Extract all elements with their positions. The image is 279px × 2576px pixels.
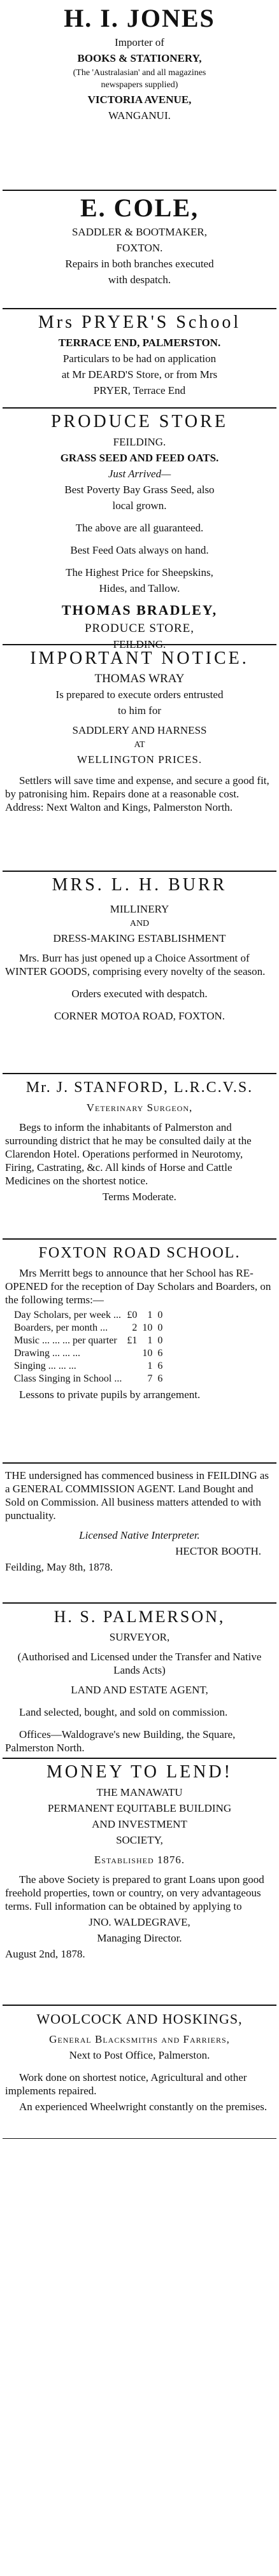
text-line: LAND AND ESTATE AGENT, [71,1684,208,1696]
text-line: The above are all guaranteed. [75,522,204,534]
text-line: GRASS SEED AND FEED OATS. [60,452,219,464]
rate-pounds [124,1347,140,1360]
text-line: Work done on shortest notice, Agricultural and other implements repaired. [5,2071,247,2097]
rate-pence: 0 [157,1322,163,1333]
rate-pence: 6 [157,1348,163,1359]
ad-title: WOOLCOCK AND HOSKINGS, [36,2011,243,2027]
text-line: CORNER MOTOA ROAD, FOXTON. [54,1010,225,1022]
ad-title: FOXTON ROAD SCHOOL. [38,1245,241,1261]
text-line: Offices—Waldograve's new Building, the Square, Palmerston North. [5,1728,236,1754]
text-line: VICTORIA AVENUE, [87,94,192,106]
body-text: THE undersigned has commenced business in FEILDING as a GENERAL COMMISSION AGENT. Land Bought and Sold on Commission. All business matters attended to with punctuality. [5,1469,269,1522]
rate-pence: 0 [157,1310,163,1320]
text-line: Established 1876. [94,1854,185,1866]
rate-pence: 6 [157,1373,163,1384]
ad-jones [0,4,279,125]
text-line: Managing Director. [97,1932,182,1944]
text-line: DRESS-MAKING ESTABLISHMENT [53,932,226,944]
advertiser-name: HECTOR BOOTH. [175,1545,261,1557]
rate-pounds: 2 [132,1322,138,1333]
text-line: PERMANENT EQUITABLE BUILDING [47,1802,232,1814]
divider [3,1602,276,1604]
text-line: PRYER, Terrace End [93,384,186,396]
text-line: local grown. [112,500,167,512]
body-text: Mrs. Burr has just opened up a Choice Assortment of WINTER GOODS, comprising every novelty of the season. [5,952,266,977]
text-line: Lessons to private pupils by arrangement. [19,1389,201,1401]
text-line: TERRACE END, PALMERSTON. [58,337,221,349]
divider [3,407,276,409]
text-line: Land selected, bought, and sold on commission. [19,1706,228,1718]
ad-pryer-school [0,312,279,400]
text-line: Feilding, May 8th, 1878. [5,1561,113,1573]
rates-table [11,1309,165,1385]
text-line: BOOKS & STATIONERY, [77,52,202,64]
rate-pounds: £1 [127,1335,138,1346]
ad-foxton-road-school [0,1242,279,1404]
text-line: Is prepared to execute orders entrusted [55,689,224,701]
text-line: WANGANUI. [108,109,171,122]
rate-pounds [124,1373,140,1385]
text-line: Veterinary Surgeon, [86,1102,193,1114]
text-line: SOCIETY, [116,1834,163,1846]
divider [3,2138,276,2139]
advertiser-name: THOMAS BRADLEY, [61,602,218,618]
divider [3,1238,276,1240]
rate-pence: 0 [157,1335,163,1346]
text-line: Just Arrived— [108,468,171,480]
text-line: FEILDING. [113,436,166,448]
rate-shillings: 7 [147,1373,153,1384]
ad-title: MONEY TO LEND! [46,1762,232,1782]
rate-pence: 6 [157,1361,163,1371]
body-text: Settlers will save time and expense, and secure a good fit, by patronising him. Repairs done at a reasonable cost. Address: Next Walton and Kings, Palmerston North. [5,774,269,813]
body-text: Mrs Merritt begs to announce that her School has RE-OPENED for the reception of Day Scholars and Boarders, on the following terms:— [5,1267,271,1306]
ad-burr-millinery [0,874,279,1025]
text-line: AT [134,740,145,750]
ad-important-notice [0,648,279,816]
text-line: newspapers supplied) [101,80,178,90]
ad-stanford-vet [0,1077,279,1206]
rate-shillings: 1 [147,1361,153,1371]
ad-palmerson-surveyor [0,1606,279,1757]
rate-pounds: £0 [127,1310,138,1320]
text-line: Hides, and Tallow. [99,582,180,594]
ad-title: IMPORTANT NOTICE. [30,648,249,668]
rate-item: Singing ... ... ... [14,1361,76,1371]
divider [3,644,276,645]
text-line: Terms Moderate. [103,1191,176,1203]
ad-money-to-lend [0,1761,279,1963]
advertiser-name: E. COLE, [80,193,199,222]
text-line: SADDLER & BOOTMAKER, [71,226,208,238]
rate-item: Day Scholars, per week ... [14,1310,121,1320]
text-line: at Mr DEARD'S Store, or from Mrs [61,368,218,381]
ad-produce-store [0,411,279,654]
ad-title: H. S. PALMERSON, [54,1607,225,1626]
text-line: The Highest Price for Sheepskins, [66,566,213,578]
text-line: SADDLERY AND HARNESS [72,724,207,736]
text-line: Importer of [115,36,164,48]
text-line: FEILDING. [113,638,166,650]
text-line: Next to Post Office, Palmerston. [69,2049,210,2061]
divider [3,1073,276,1074]
table-row [11,1322,165,1334]
rate-item: Class Singing in School ... [14,1373,122,1384]
divider [3,1758,276,1759]
body-text: The above Society is prepared to grant Loans upon good freehold properties, town or country, on very advantageous terms. Full information can be obtained by applying to [5,1873,264,1912]
ad-title: Mr. J. STANFORD, L.R.C.V.S. [25,1079,254,1096]
table-row [11,1373,165,1385]
rate-shillings: 10 [142,1348,153,1359]
ad-booth-commission-agent [0,1466,279,1576]
rate-shillings: 10 [142,1322,153,1333]
text-line: August 2nd, 1878. [5,1948,85,1960]
text-line: Repairs in both branches executed [65,258,214,270]
table-row [11,1347,165,1360]
table-row [11,1360,165,1373]
text-line: to him for [118,704,161,717]
text-line: AND [129,919,150,928]
text-line: An experienced Wheelwright constantly on the premises. [19,2101,268,2113]
table-row [11,1309,165,1322]
text-line: THE MANAWATU [96,1786,183,1798]
rate-item: Boarders, per month ... [14,1322,108,1333]
text-line: (Authorised and Licensed under the Transfer and Native Lands Acts) [17,1651,262,1676]
text-line: (The 'Australasian' and all magazines [73,68,206,78]
text-line: Particulars to be had on application [62,353,217,365]
ad-woolcock-hoskings [0,2008,279,2116]
divider [3,2005,276,2006]
divider [3,1462,276,1464]
text-line: FOXTON. [116,242,163,254]
divider [3,308,276,309]
text-line: Best Poverty Bay Grass Seed, also [64,484,215,496]
text-line: PRODUCE STORE, [84,622,194,635]
text-line: WELLINGTON PRICES. [76,753,203,766]
rate-shillings: 1 [147,1310,153,1320]
ad-cole [0,193,279,289]
rate-item: Music ... ... ... per quarter [14,1335,117,1346]
rate-item: Drawing ... ... ... [14,1348,80,1359]
body-text: Begs to inform the inhabitants of Palmerston and surrounding district that he may be consulted daily at the Clarendon Hotel. Operations performed in Neurotomy, Firing, Castrating, &c. All kinds of Horse and Cattle Medicines on the shortest notice. [5,1121,252,1187]
rate-pounds [124,1360,140,1373]
table-row [11,1334,165,1347]
ad-title: PRODUCE STORE [51,412,228,431]
text-line: with despatch. [108,274,171,286]
advertiser-name: THOMAS WRAY [94,672,185,685]
text-line: General Blacksmiths and Farriers, [49,2033,230,2045]
advertiser-name: JNO. WALDEGRAVE, [89,1916,190,1928]
text-line: Licensed Native Interpreter. [79,1529,200,1541]
ad-title: MRS. L. H. BURR [52,875,227,895]
ad-title: Mrs PRYER'S School [38,312,241,332]
text-line: SURVEYOR, [109,1631,170,1643]
text-line: Orders executed with despatch. [71,988,208,1000]
text-line: MILLINERY [110,903,169,915]
divider [3,190,276,191]
advertiser-name: H. I. JONES [64,4,215,32]
text-line: Best Feed Oats always on hand. [70,544,209,556]
divider [3,871,276,872]
text-line: AND INVESTMENT [92,1818,187,1830]
rate-shillings: 1 [147,1335,153,1346]
